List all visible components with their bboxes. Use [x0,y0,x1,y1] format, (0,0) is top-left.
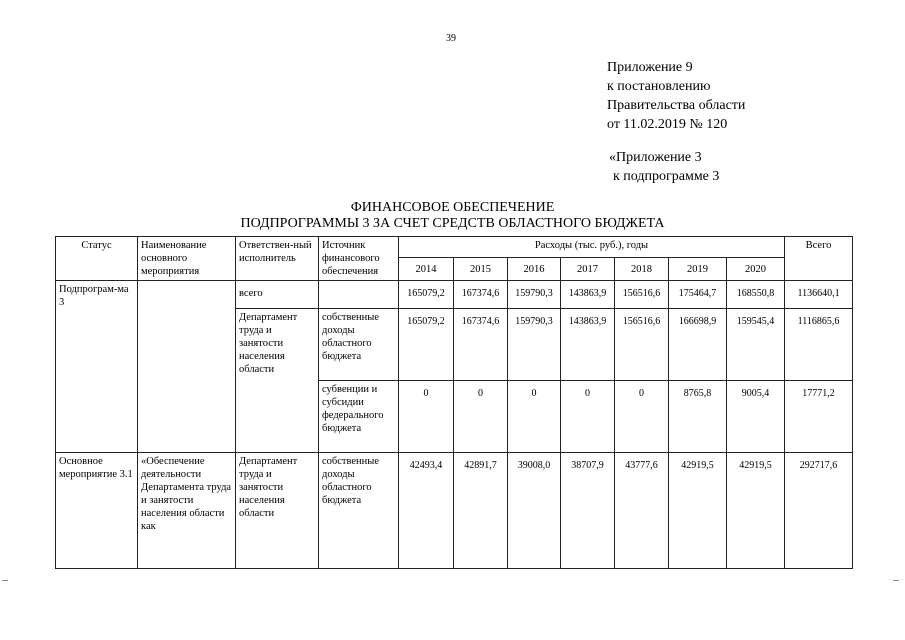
page-number: 39 [446,33,456,44]
cell-total: 292717,6 [785,453,853,569]
appendix-line: Приложение 9 [607,60,693,75]
header-name: Наименование основного мероприятия [138,237,236,281]
cell-value: 167374,6 [454,281,508,309]
sub-appendix-line: «Приложение 3 [609,150,702,165]
cell-value: 156516,6 [615,281,669,309]
cell-value: 38707,9 [561,453,615,569]
cell-total: 1136640,1 [785,281,853,309]
right-edge-mark [893,580,899,581]
header-source: Источник финансового обеспечения [319,237,399,281]
cell-status: Основное мероприятие 3.1 [56,453,138,569]
cell-value: 143863,9 [561,309,615,381]
cell-executor: Департамент труда и занятости населения области [236,309,319,453]
appendix-line: к постановлению [607,79,711,94]
sub-appendix-block [609,148,719,186]
header-expenses: Расходы (тыс. руб.), годы [399,237,785,258]
cell-value: 165079,2 [399,309,454,381]
cell-value: 42891,7 [454,453,508,569]
cell-value: 9005,4 [727,381,785,453]
cell-value: 143863,9 [561,281,615,309]
header-year: 2018 [615,258,669,281]
table-row [56,281,853,309]
header-total: Всего [785,237,853,281]
cell-source: собственные доходы областного бюджета [319,309,399,381]
cell-source [319,281,399,309]
title-line: ПОДПРОГРАММЫ 3 ЗА СЧЕТ СРЕДСТВ ОБЛАСТНОГО БЮДЖЕТА [240,216,665,231]
header-executor: Ответствен-ный исполнитель [236,237,319,281]
appendix-line: Правительства области [607,98,746,113]
cell-value: 0 [561,381,615,453]
cell-total: 17771,2 [785,381,853,453]
financing-table [55,236,853,569]
cell-value: 159790,3 [508,309,561,381]
cell-value: 159545,4 [727,309,785,381]
cell-name: «Обеспечение деятельности Департамента труда и занятости населения области как [138,453,236,569]
table-row [56,453,853,569]
header-year: 2014 [399,258,454,281]
appendix-block [607,58,745,134]
cell-value: 166698,9 [669,309,727,381]
title-line: ФИНАНСОВОЕ ОБЕСПЕЧЕНИЕ [350,200,555,215]
cell-value: 42919,5 [669,453,727,569]
cell-value: 0 [399,381,454,453]
appendix-line: от 11.02.2019 № 120 [607,117,728,132]
cell-name [138,281,236,453]
cell-source: субвенции и субсидии федерального бюджета [319,381,399,453]
cell-executor: всего [236,281,319,309]
cell-value: 167374,6 [454,309,508,381]
header-row [56,237,853,258]
document-title [0,200,905,232]
cell-value: 165079,2 [399,281,454,309]
header-year: 2017 [561,258,615,281]
cell-value: 175464,7 [669,281,727,309]
cell-value: 159790,3 [508,281,561,309]
cell-value: 42919,5 [727,453,785,569]
cell-total: 1116865,6 [785,309,853,381]
header-year: 2015 [454,258,508,281]
cell-value: 156516,6 [615,309,669,381]
cell-value: 39008,0 [508,453,561,569]
cell-value: 42493,4 [399,453,454,569]
header-year: 2020 [727,258,785,281]
sub-appendix-line: к подпрограмме 3 [613,169,720,184]
left-edge-mark [2,580,8,581]
cell-source: собственные доходы областного бюджета [319,453,399,569]
header-status: Статус [56,237,138,281]
cell-value: 43777,6 [615,453,669,569]
cell-status: Подпрограм-ма 3 [56,281,138,453]
cell-value: 168550,8 [727,281,785,309]
cell-value: 0 [615,381,669,453]
cell-value: 0 [454,381,508,453]
header-year: 2016 [508,258,561,281]
cell-value: 0 [508,381,561,453]
cell-value: 8765,8 [669,381,727,453]
header-year: 2019 [669,258,727,281]
cell-executor: Департамент труда и занятости населения области [236,453,319,569]
